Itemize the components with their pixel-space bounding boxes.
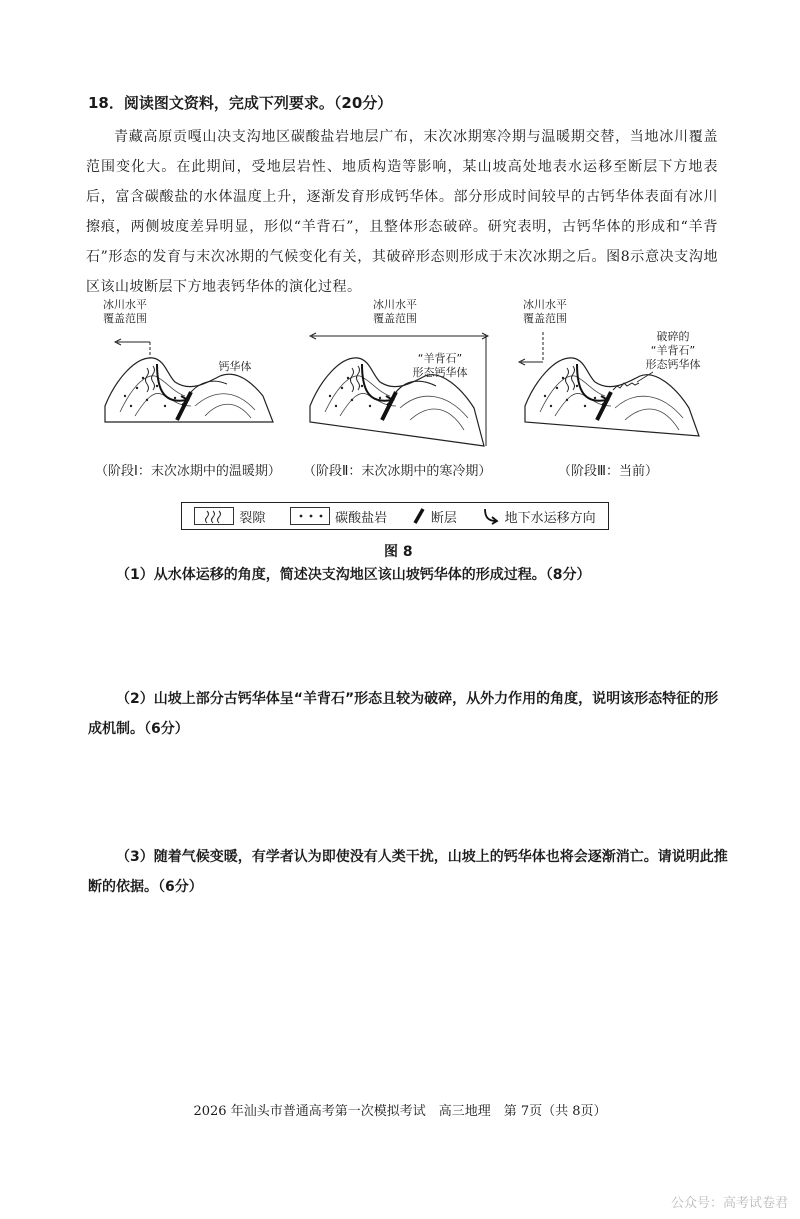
legend-item-carbonate <box>290 507 387 526</box>
stage-1-diagram <box>95 296 285 456</box>
question-paragraph: 青藏高原贡嘎山决支沟地区碳酸盐岩地层广布，末次冰期寒冷期与温暖期交替，当地冰川覆盖范围变化大。在此期间，受地层岩性、地质构造等影响，某山坡高处地表水运移至断层下方地表后，富含碳酸盐的水体温度上升，逐渐发育形成钙华体。部分形成时间较早的古钙华体表面有冰川擦痕，两侧坡度差异明显，形似“羊背石”，且整体形态破碎。研究表明，古钙华体的形成和“羊背石”形态的发育与末次冰期的气候变化有关，其破碎形态则形成于末次冰期之后。图8示意决支沟地区该山坡断层下方地表钙华体的演化过程。 <box>86 129 718 295</box>
legend-item-groundwater <box>482 507 596 526</box>
question-title: 18．阅读图文资料，完成下列要求。（20分） <box>88 94 393 112</box>
stage-3-feature-label: 破碎的 “羊背石” 形态钙华体 <box>645 330 701 371</box>
figure-number: 图 8 <box>384 544 413 560</box>
figure-8 <box>95 296 715 476</box>
legend-label-crack: 裂隙 <box>239 510 266 526</box>
stage-3-diagram <box>515 296 715 456</box>
carbonate-dots-icon <box>290 507 330 525</box>
stage-3-caption: （阶段Ⅲ：当前） <box>558 464 658 479</box>
stage-3-glacier-label: 冰川水平 覆盖范围 <box>523 298 567 325</box>
stage-1-glacier-label: 冰川水平 覆盖范围 <box>103 298 147 325</box>
groundwater-arrow-icon <box>482 507 500 525</box>
stage-1-caption: （阶段Ⅰ：末次冰期中的温暖期） <box>95 464 281 479</box>
fault-icon <box>412 507 426 525</box>
sub-question-3: （3）随着气候变暖，有学者认为即使没有人类干扰，山坡上的钙华体也将会逐渐消亡。请说明此推断的依据。（6分） <box>88 849 728 895</box>
figure-legend <box>181 502 609 530</box>
stage-2-diagram <box>300 296 500 456</box>
stage-2-feature-label: “羊背石” 形态钙华体 <box>412 352 468 379</box>
legend-item-crack <box>194 507 265 526</box>
watermark: 公众号：高考试卷君 <box>670 1196 788 1211</box>
page-footer: 2026 年汕头市普通高考第一次模拟考试 高三地理 第 7页（共 8页） <box>193 1104 607 1119</box>
legend-label-groundwater: 地下水运移方向 <box>504 510 596 526</box>
stage-2-glacier-label: 冰川水平 覆盖范围 <box>373 298 417 325</box>
stage-2-caption: （阶段Ⅱ：末次冰期中的寒冷期） <box>303 464 492 479</box>
legend-label-carbonate: 碳酸盐岩 <box>335 510 388 526</box>
legend-label-fault: 断层 <box>430 510 457 526</box>
sub-question-1: （1）从水体运移的角度，简述决支沟地区该山坡钙华体的形成过程。（8分） <box>116 567 591 583</box>
stage-1-feature-label: 钙华体 <box>218 360 252 373</box>
crack-icon <box>194 507 234 525</box>
sub-question-2: （2）山坡上部分古钙华体呈“羊背石”形态且较为破碎，从外力作用的角度，说明该形态特征的形成机制。（6分） <box>88 691 719 737</box>
legend-item-fault <box>412 507 457 526</box>
